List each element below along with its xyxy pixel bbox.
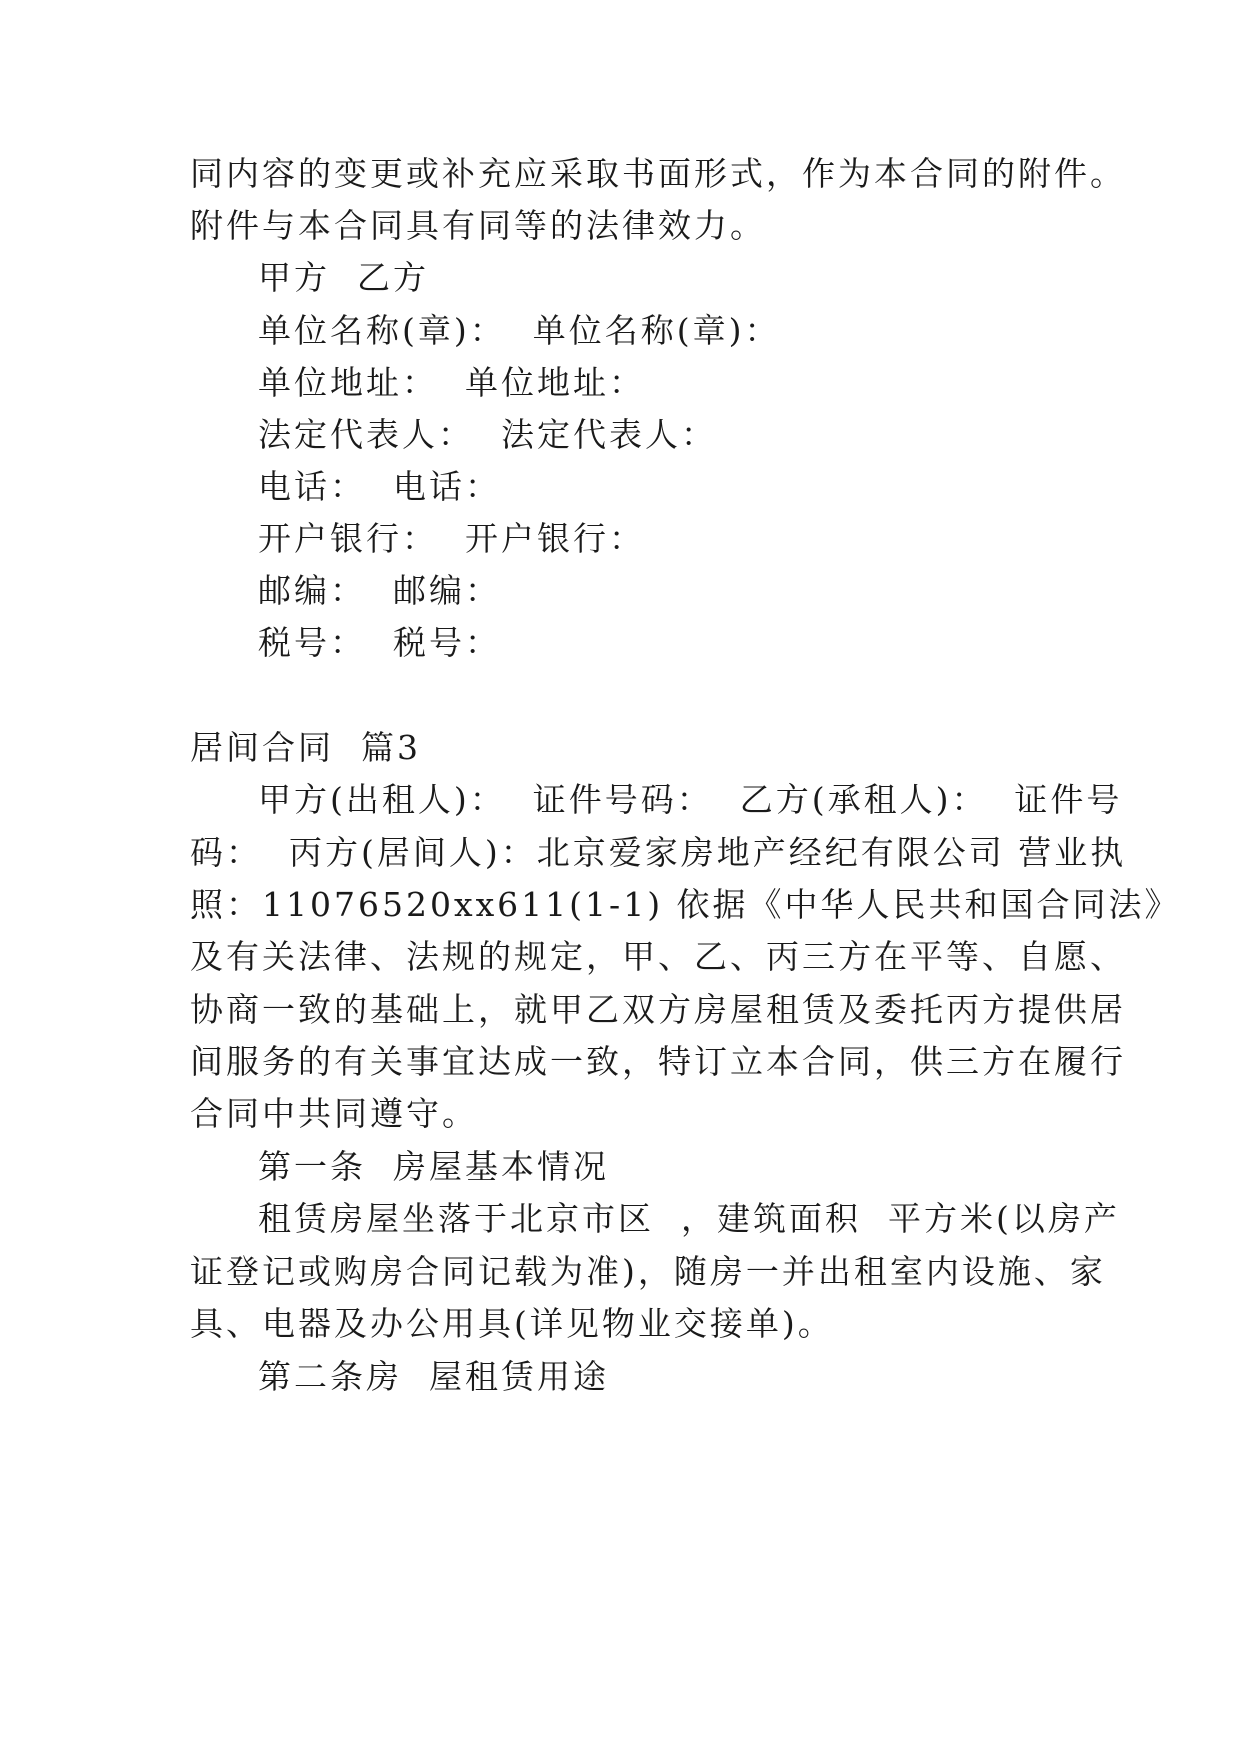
paragraph-line: 租赁房屋坐落于北京市区 ，建筑面积 平方米(以房产 [258, 1199, 1120, 1238]
paragraph-line: 具、电器及办公用具(详见物业交接单)。 [190, 1304, 834, 1343]
signature-postcode: 邮编： 邮编： [258, 571, 501, 610]
signature-bank: 开户银行： 开户银行： [258, 519, 645, 558]
signature-tax-no: 税号： 税号： [258, 623, 501, 662]
paragraph-line: 协商一致的基础上，就甲乙双方房屋租赁及委托丙方提供居 [190, 990, 1126, 1029]
signature-unit-name: 单位名称(章)： 单位名称(章)： [258, 311, 781, 350]
paragraph-line: 照：11076520xx611(1-1) 依据《中华人民共和国合同法》 [190, 885, 1181, 924]
paragraph-line: 附件与本合同具有同等的法律效力。 [190, 206, 766, 245]
section-heading: 居间合同 篇3 [190, 728, 421, 767]
signature-parties: 甲方 乙方 [258, 258, 429, 297]
signature-phone: 电话： 电话： [258, 467, 501, 506]
paragraph-line: 间服务的有关事宜达成一致，特订立本合同，供三方在履行 [190, 1042, 1126, 1081]
signature-legal-rep: 法定代表人： 法定代表人： [258, 415, 717, 454]
paragraph-line: 及有关法律、法规的规定，甲、乙、丙三方在平等、自愿、 [190, 937, 1126, 976]
paragraph-line: 码： 丙方(居间人)：北京爱家房地产经纪有限公司 营业执 [190, 833, 1127, 872]
paragraph-line: 同内容的变更或补充应采取书面形式，作为本合同的附件。 [190, 154, 1126, 193]
paragraph-line: 证登记或购房合同记载为准)，随房一并出租室内设施、家 [190, 1252, 1106, 1291]
paragraph-line: 合同中共同遵守。 [190, 1094, 478, 1133]
article-title: 第二条房 屋租赁用途 [258, 1357, 609, 1396]
paragraph-line: 甲方(出租人)： 证件号码： 乙方(承租人)： 证件号 [258, 780, 1123, 819]
signature-unit-address: 单位地址： 单位地址： [258, 363, 645, 402]
article-title: 第一条 房屋基本情况 [258, 1147, 609, 1186]
